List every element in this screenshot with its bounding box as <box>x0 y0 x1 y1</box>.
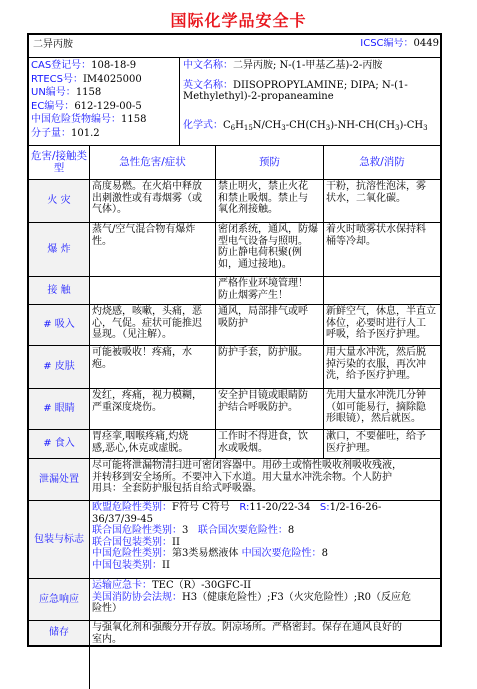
header-firstaid: 急救/消防 <box>359 155 405 168</box>
row-label-emergency: 应急响应 <box>29 579 89 620</box>
fire-firstaid: 干粉，抗溶性泡沫，雾 状水，二氧化碳。 <box>326 181 426 204</box>
row-label-packaging: 包装与标志 <box>29 501 89 578</box>
english-name: DIISOPROPYLAMINE; DIPA; N-(1- <box>233 79 408 91</box>
row-label-ingestion: # 食入 <box>29 430 89 458</box>
inhalation-firstaid: 新鲜空气，休息，半直立 体位，必要时进行人工 呼吸，给予医疗护理。 <box>326 306 436 340</box>
row-label-storage: 储存 <box>29 621 89 645</box>
icsc-number <box>329 38 439 52</box>
cn-packing-group: II <box>162 559 170 571</box>
ingestion-hazard: 胃痉挛,咽喉疼痛,灼烧 感,恶心,休克或虚脱。 <box>92 431 189 454</box>
nfpa-code: H3（健康危险性）;F3（火灾危险性）;R0（反应危 <box>182 591 412 603</box>
row-label-spill: 泄漏处置 <box>29 459 89 500</box>
row-label-eyes: # 眼睛 <box>29 389 89 429</box>
eu-s-phrases: 1/2-16-26- <box>329 502 382 513</box>
chemical-name: 二异丙胺 <box>33 39 73 50</box>
cas-number: 108-18-9 <box>91 60 137 71</box>
eyes-prevention: 安全护目镜或眼睛防 护结合呼吸防护。 <box>218 390 308 413</box>
english-name-cont: Methylethyl)-2-propaneamine <box>183 91 334 102</box>
eu-r-phrases: 11-20/22-34 <box>249 502 311 513</box>
eu-s-phrases-cont: 36/37/39-45 <box>92 513 154 525</box>
icsc-value: 0449 <box>413 38 439 49</box>
fire-prevention: 禁止明火，禁止火花 和禁止吸烟。禁止与 氧化剂接触。 <box>218 181 308 215</box>
emergency-response: 运输应急卡：TEC（R）-30GFC-II 美国消防协会法规：H3（健康危险性）;F3（火灾危险性）;R0（反应危 险性） <box>90 579 440 620</box>
un-number: 1158 <box>75 87 102 98</box>
cn-subsidiary-risk: 8 <box>321 548 328 559</box>
identifier-block: CAS登记号：108-18-9 RTECS号：IM4025000 UN编号：1158 EC编号：612-129-00-5 中国危险货物编号：1158 分子量：101.2 <box>31 60 147 139</box>
storage-instructions: 与强氧化剂和强酸分开存放。阴凉场所。严格密封。保存在通风良好的 室内。 <box>92 622 402 645</box>
icsc-label: ICSC编号： <box>360 38 414 49</box>
eyes-firstaid: 先用大量水冲洗几分钟 （如可能易行，摘除隐 形眼镜），然后就医。 <box>326 390 426 424</box>
header-type: 危害/接触类型 <box>30 150 88 174</box>
row-label-fire: 火 灾 <box>29 180 89 222</box>
un-hazard-class: 3 <box>182 525 189 536</box>
cn-hazard-class: 第3类易燃液体 <box>172 548 239 559</box>
skin-firstaid: 用大量水冲洗，然后脱 掉污染的衣服，再次冲 洗，给予医疗护理。 <box>326 347 426 381</box>
card-title: 国际化学品安全卡 <box>170 11 307 30</box>
packaging-labelling: 欧盟危险性类别：F符号 C符号 R:11-20/22-34 S:1/2-16-26- 36/37/39-45 联合国危险性类别：3 联合国次要危险性：8 联合国包装类别：II 中国危险性类别：第3类易燃液体 中国次要危险性：8 中国包装类别：II <box>90 501 440 578</box>
skin-prevention: 防护手套，防护服。 <box>218 347 308 358</box>
un-subsidiary-risk: 8 <box>287 525 295 536</box>
explosion-firstaid: 着火时喷雾状水保持料 桶等冷却。 <box>326 224 426 247</box>
inhalation-prevention: 通风，局部排气或呼 吸防护 <box>218 306 308 329</box>
molecular-weight: 101.2 <box>71 127 100 139</box>
ingestion-prevention: 工作时不得进食，饮 水或吸烟。 <box>218 431 308 454</box>
row-label-contact: 接 触 <box>29 277 89 304</box>
eyes-hazard: 发红，疼痛，视力模糊， 严重深度烧伤。 <box>92 390 202 413</box>
cn-dangerous-goods-number: 1158 <box>121 114 147 125</box>
chinese-name: 二异丙胺; N-(1-甲基乙基)-2-丙胺 <box>233 60 383 71</box>
row-label-explosion: 爆 炸 <box>29 223 89 276</box>
eu-hazard-class: F符号 C符号 <box>172 502 230 513</box>
fire-hazard: 高度易燃。在火焰中释放 出刺激性或有毒烟雾（或 气体）。 <box>92 181 202 215</box>
row-label-skin: # 皮肤 <box>29 346 89 388</box>
inhalation-hazard: 灼烧感，咳嗽，头痛，恶 心，气促。症状可能推迟 显现。（见注解）。 <box>92 306 202 340</box>
header-prevention: 预防 <box>259 155 280 168</box>
spill-procedure: 尽可能将泄漏物清扫进可密闭容器中。用砂土或惰性吸收剂吸收残液， 并转移到安全场所。不要冲入下水道。用大量水冲洗余物。个人防护 用具：全套防护服包括自给式呼吸器。 <box>92 460 402 494</box>
ingestion-firstaid: 漱口，不要催吐，给予 医疗护理。 <box>326 431 426 454</box>
ec-number: 612-129-00-5 <box>74 100 142 112</box>
row-label-inhalation: # 吸入 <box>29 305 89 345</box>
safety-card <box>27 33 442 647</box>
explosion-hazard: 蒸气/空气混合物有爆炸 性。 <box>92 224 196 247</box>
un-packing-group: II <box>172 536 180 548</box>
contact-prevention: 严格作业环境管理！ 防止烟雾产生！ <box>218 278 308 301</box>
transport-emergency-card: TEC（R）-30GFC-II <box>152 580 252 591</box>
names-block: 中文名称：二异丙胺; N-(1-甲基乙基)-2-丙胺 英文名称：DIISOPROPYLAMINE; DIPA; N-(1- Methylethyl)-2-propaneamine 化学式：$C_6H_{15}N/CH_3-CH(CH_3)-NH-CH(CH_3)-CH_3$ <box>181 59 439 143</box>
chemical-formula: $C_6H_{15}N/CH_3-CH(CH_3)-NH-CH(CH_3)-CH_3$ <box>223 119 428 132</box>
header-hazard: 急性危害/症状 <box>119 155 186 168</box>
explosion-prevention: 密闭系统，通风，防爆 型电气设备与照明。 防止静电荷积聚(例 如，通过接地)。 <box>218 224 318 270</box>
rtecs-number: IM4025000 <box>82 73 142 85</box>
skin-hazard: 可能被吸收！疼痛，水 疱。 <box>92 347 192 370</box>
nfpa-code-cont: 险性） <box>92 603 122 614</box>
